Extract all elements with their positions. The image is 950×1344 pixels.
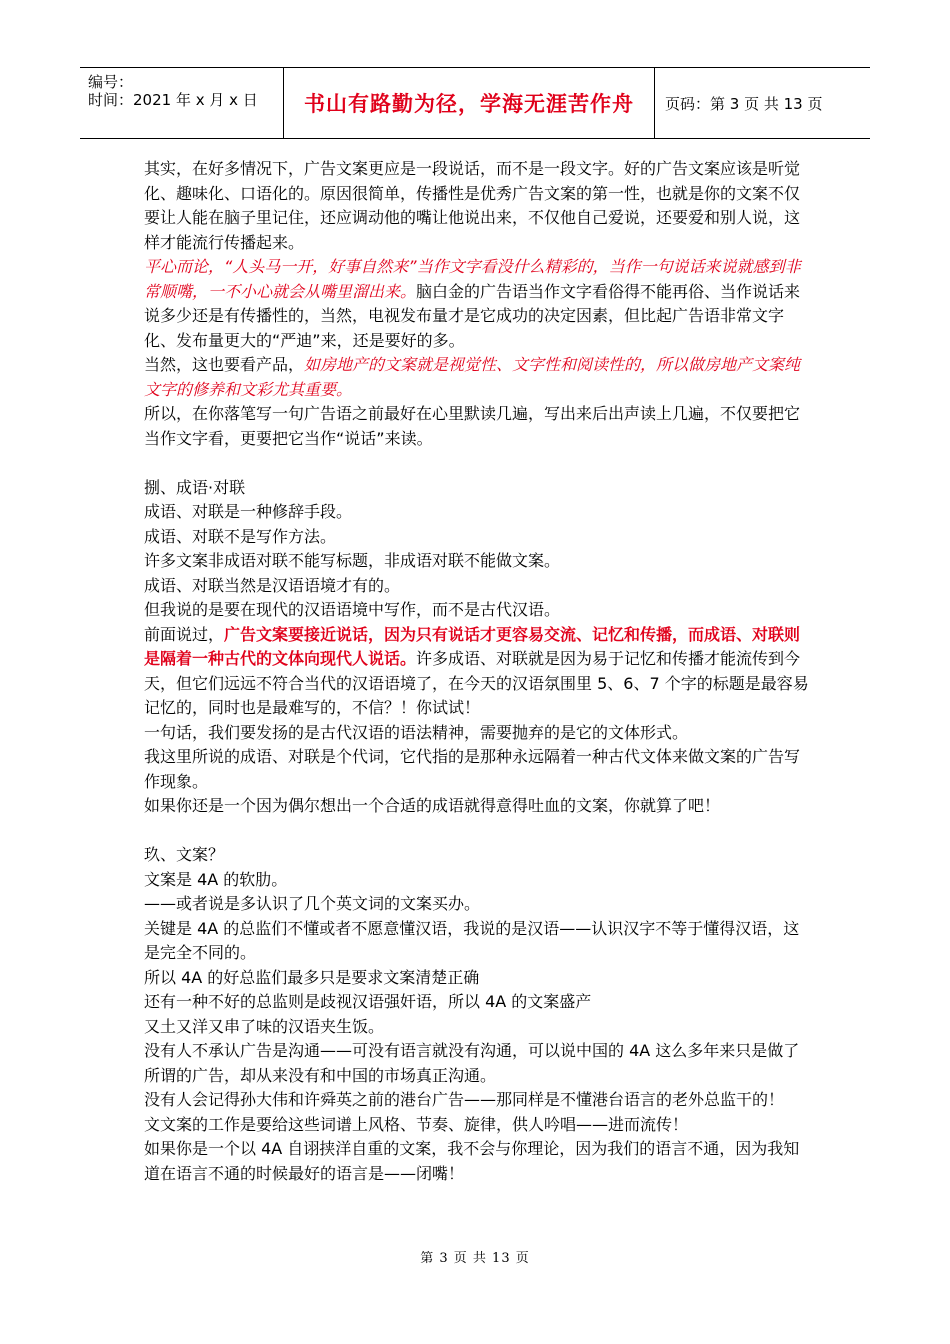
page-footer: 第 3 页 共 13 页 (420, 1251, 530, 1266)
section-title: 玖、文案？ (144, 845, 225, 864)
paragraph: 又土又洋又串了味的汉语夹生饭。 (144, 1016, 385, 1036)
highlight-text: 广告文案要接近说话，因为只有说话才更容易交流、记忆和传播，而成语、对联则是隔着一种古代的文体向现代人说话。 (144, 624, 801, 668)
paragraph: 所以，在你落笔写一句广告语之前最好在心里默读几遍，写出来后出声读上几遍，不仅要把它当作文字看，更要把它当作“说话”来读。 (144, 404, 801, 448)
motto: 书山有路勤为径，学海无涯苦作舟 (284, 68, 655, 138)
paragraph: 一句话，我们要发扬的是古代汉语的语法精神，需要抛弃的是它的文体形式。 (144, 722, 689, 742)
paragraph: ——或者说是多认识了几个英文词的文案买办。 (144, 894, 481, 913)
paragraph: 关键是 4A 的总监们不懂或者不愿意懂汉语，我说的是汉语——认识汉字不等于懂得汉语，这是完全不同的。 (144, 918, 800, 962)
document-body (144, 157, 812, 1186)
paragraph: 成语、对联当然是汉语语境才有的。 (144, 575, 401, 595)
paragraph: 没有人不承认广告是沟通——可没有语言就没有沟通，可以说中国的 4A 这么多年来只是做了所谓的广告，却从来没有和中国的市场真正沟通。 (144, 1041, 800, 1085)
paragraph (144, 623, 812, 721)
paragraph: 还有一种不好的总监则是歧视汉语强奸语，所以 4A 的文案盛产 (144, 992, 592, 1011)
body-text: 脑白金的广告语当作文字看俗得不能再俗、当作说话来说多少还是有传播性的，当然，电视发布量才是它成功的决定因素，但比起广告语非常文字化、发布量更大的“严迪”来，还是要好的多。 (144, 281, 801, 350)
section-title: 捌、成语·对联 (144, 477, 246, 497)
paragraph: 文案是 4A 的软肋。 (144, 869, 288, 889)
time-label: 时间：2021 年 x 月 x 日 (88, 91, 258, 109)
paragraph (144, 353, 812, 402)
paragraph: 但我说的是要在现代的汉语语境中写作，而不是古代汉语。 (144, 600, 561, 619)
number-label: 编号： (88, 73, 134, 91)
body-text: 许多成语、对联就是因为易于记忆和传播才能流传到今天，但它们远远不符合当代的汉语语境了，在今天的汉语氛围里 5、6、7 个字的标题是最容易记忆的，同时也是最难写的，不信？！你试试！ (144, 649, 809, 717)
body-text: 当然，这也要看产品， (144, 355, 305, 374)
paragraph: 许多文案非成语对联不能写标题，非成语对联不能做文案。 (144, 551, 561, 570)
body-text: 前面说过， (144, 624, 225, 644)
paragraph: 所以 4A 的好总监们最多只是要求文案清楚正确 (144, 967, 480, 987)
paragraph: 文文案的工作是要给这些词谱上风格、节奏、旋律，供人吟唱——进而流传！ (144, 1114, 689, 1134)
paragraph: 成语、对联不是写作方法。 (144, 526, 337, 546)
paragraph: 没有人会记得孙大伟和许舜英之前的港台广告——那同样是不懂港台语言的老外总监干的！ (144, 1090, 785, 1109)
paragraph: 我这里所说的成语、对联是个代词，它代指的是那种永远隔着一种古代文体来做文案的广告写作现象。 (144, 747, 801, 791)
paragraph: 其实，在好多情况下，广告文案更应是一段说话，而不是一段文字。好的广告文案应该是听觉化、趣味化、口语化的。原因很简单，传播性是优秀广告文案的第一性，也就是你的文案不仅要让人能在脑子里记住，还应调动他的嘴让他说出来，不仅他自己爱说，还要爱和别人说，这样才能流行传播起来。 (144, 159, 801, 252)
paragraph: 成语、对联是一种修辞手段。 (144, 502, 353, 521)
page-label: 页码：第 3 页 共 13 页 (665, 94, 823, 113)
highlight-text: 如房地产的文案就是视觉性、文字性和阅读性的，所以做房地产文案纯文字的修养和文彩尤其重要。 (144, 355, 801, 399)
header-table (80, 67, 870, 139)
paragraph: 如果你是一个以 4A 自诩挟洋自重的文案，我不会与你理论，因为我们的语言不通，因为我知道在语言不通的时候最好的语言是——闭嘴！ (144, 1139, 800, 1183)
paragraph: 如果你还是一个因为偶尔想出一个合适的成语就得意得吐血的文案，你就算了吧！ (144, 796, 721, 815)
highlight-text: 平心而论，“人头马一开，好事自然来”当作文字看没什么精彩的，当作一句说话来说就感到非常顺嘴，一不小心就会从嘴里溜出来。 (144, 257, 801, 301)
paragraph (144, 255, 812, 353)
header-meta (80, 68, 284, 138)
